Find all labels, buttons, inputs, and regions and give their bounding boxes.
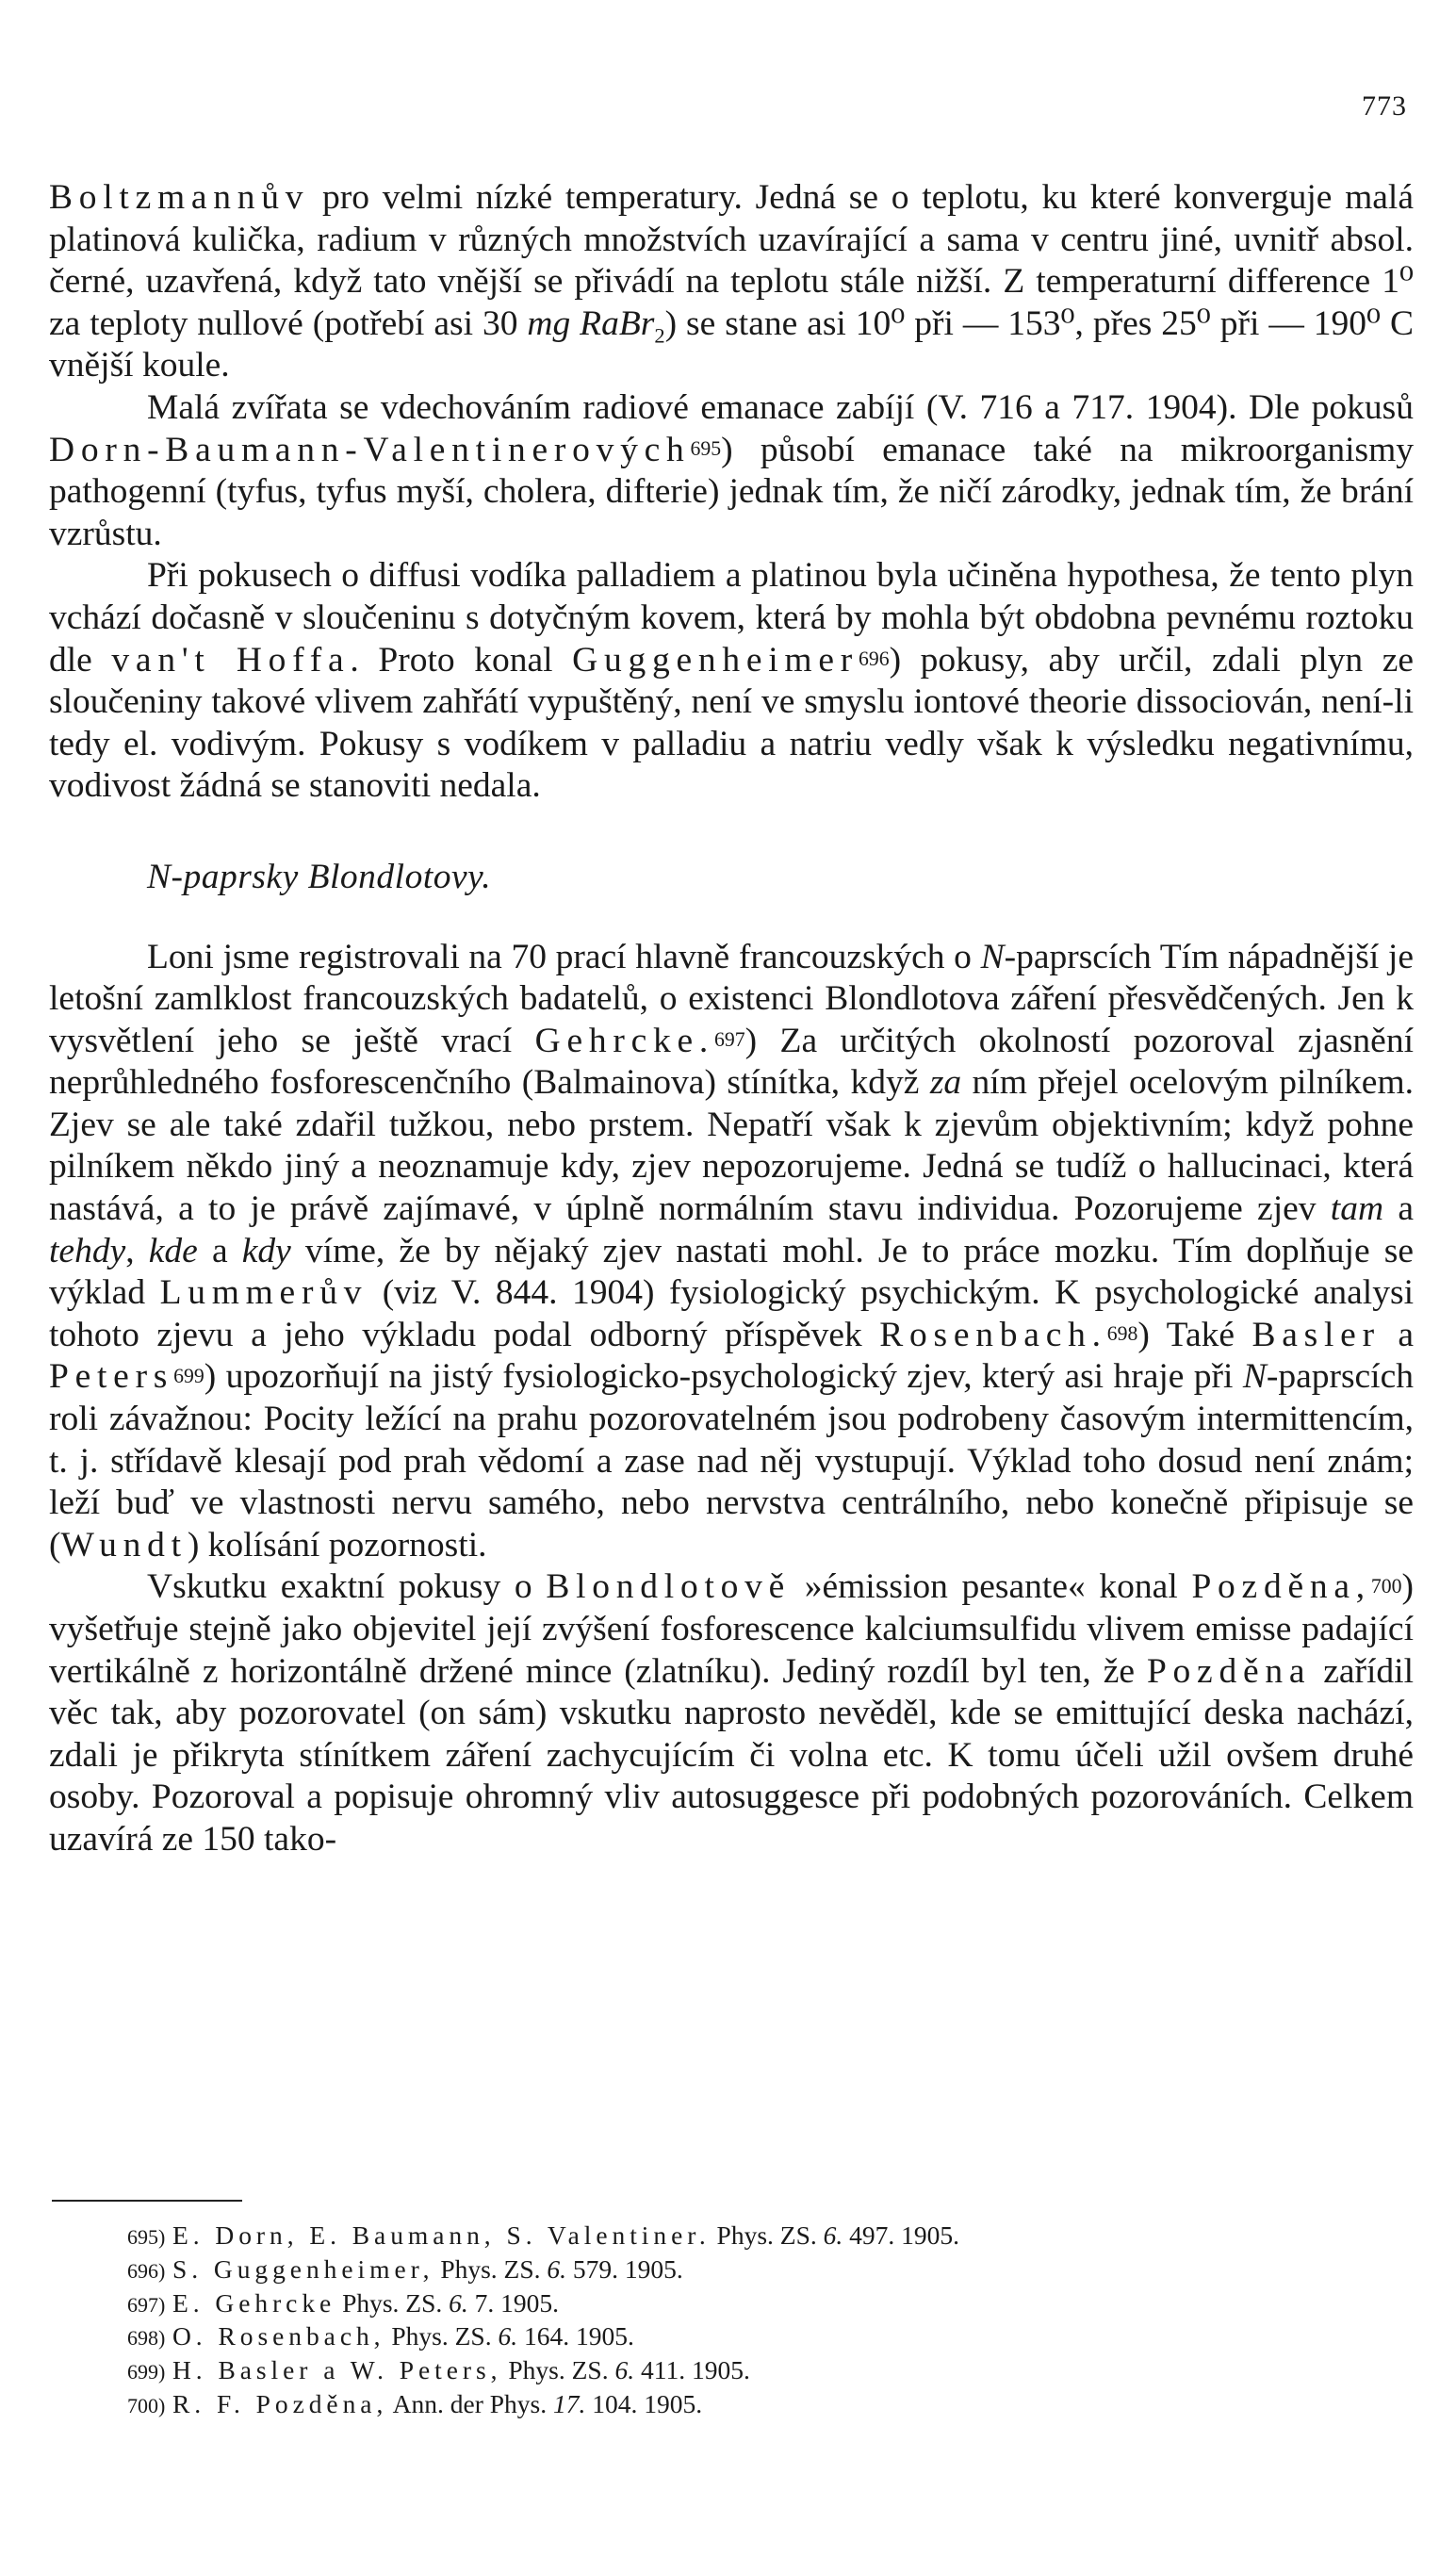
text-run: . Proto konal (350, 640, 573, 680)
footnote-pages: 164. 1905. (517, 2321, 634, 2351)
paragraph (49, 387, 1414, 555)
footnote-ref[interactable]: 699 (173, 1365, 204, 1387)
paragraph (49, 177, 1414, 387)
text-run: a (197, 1231, 242, 1270)
author-name: Peters (49, 1357, 174, 1397)
footnote-journal: Ann. der Phys. (387, 2388, 553, 2418)
footnote-pages: 411. 1905. (634, 2355, 750, 2385)
italic-run: tehdy (49, 1231, 126, 1270)
section-title: N-paprsky Blondlotovy. (147, 857, 492, 896)
footnote-journal: Phys. ZS. (710, 2220, 824, 2250)
footnote-ref[interactable]: 698 (1106, 1322, 1138, 1346)
footnote-volume: 17. (552, 2388, 586, 2418)
text-run: -paprscích Tím nápadnější je letošní zamlklost francouzských badatelů, o existenci Blondlotova záření přesvědčených. Jen k vysvětlení jeho se ještě vrací (49, 937, 1414, 1060)
footnote-authors: E. Dorn, E. Baumann, S. Valentiner. (172, 2220, 711, 2250)
text-run: a (1383, 1189, 1414, 1229)
author-name: Pozděna (1146, 1651, 1312, 1691)
text-run: Loni jsme registrovali na 70 prací hlavně francouzských o (147, 937, 981, 976)
author-name: Basler (1252, 1315, 1381, 1354)
footnote-volume: 6. (498, 2321, 518, 2351)
footnote-volume: 6. (449, 2287, 468, 2318)
footnote-journal: Phys. ZS. (335, 2287, 450, 2318)
paragraph (49, 937, 1414, 1567)
footnote-journal: Phys. ZS. (384, 2321, 499, 2351)
text-run: »émission pesante« konal (791, 1567, 1192, 1607)
footnote-pages: 104. 1905. (585, 2388, 703, 2418)
author-name: van't Hoffa (111, 640, 351, 680)
footnote-mark: 695) (127, 2225, 166, 2249)
footnote (127, 2287, 1352, 2321)
page-number: 773 (1362, 90, 1407, 122)
italic-run: N (980, 937, 1005, 976)
text-run: ) kolísání pozornosti. (187, 1525, 487, 1565)
footnote-ref[interactable]: 696 (858, 647, 890, 671)
text-run: -paprscích roli závažnou: Pocity ležící na prahu pozorovatelném jsou podrobeny časovým intermittencím, t. j. střídavě klesají pod prah vědomí a zase nad něj vystupují. Výklad toho dosud není znám; leží buď ve vlastnosti nervu samého, nebo nervstva centrálního, nebo konečně připisuje se ( (49, 1357, 1414, 1565)
author-name: Wundt (60, 1525, 188, 1565)
author-name: Lummerův (159, 1273, 368, 1313)
text-run: ) vyšetřuje stejně jako objevitel její zvýšení fosforescence kalciumsulfidu vlivem emisse padající vertikálně z horizontálně držené mince (zlatníku). Jediný rozdíl byl ten, že (49, 1567, 1414, 1691)
author-name: Rosenbach. (879, 1315, 1107, 1354)
text-run: Vskutku exaktní pokusy o (147, 1567, 547, 1607)
text-run: (viz V. 844. 1904) fysiologický psychickým. K psychologické analysi tohoto zjevu a jeho výkladu podal odborný příspěvek (49, 1273, 1414, 1354)
footnote (127, 2220, 1352, 2253)
footnote-mark: 696) (127, 2258, 166, 2283)
footnote (127, 2354, 1352, 2388)
text-run: ) Také (1137, 1315, 1252, 1354)
author-name: Guggenheimer (572, 640, 859, 680)
text-run: víme, že by nějaký zjev nastati mohl. Je to práce mozku. Tím doplňuje se výklad (49, 1231, 1414, 1313)
footnotes (127, 2220, 1352, 2422)
footnote-authors: H. Basler a W. Peters, (172, 2355, 502, 2385)
footnote-ref[interactable]: 700 (1370, 1574, 1402, 1598)
author-name: Dorn-Baumann-Valentinerových (49, 430, 691, 469)
text-run: ) se stane asi 10⁰ při — 153⁰, přes 25⁰ při — 190⁰ C vnější koule. (49, 303, 1414, 385)
text-run: Při pokusech o diffusi vodíka palladiem a platinou byla učiněna hypothesa, že tento plyn vchází dočasně v sloučeninu s dotyčným kovem, která by mohla být obdobna pevnému roztoku dle (49, 556, 1414, 680)
footnote-journal: Phys. ZS. (434, 2253, 548, 2284)
footnote-volume: 6. (547, 2253, 567, 2284)
italic-run: tam (1330, 1189, 1384, 1229)
text-run: ) Za určitých okolností pozoroval zjasnění neprůhledného fosforescenčního (Balmainova) stínítka, když (49, 1021, 1414, 1103)
footnote-mark: 700) (127, 2393, 166, 2417)
footnote (127, 2253, 1352, 2287)
text-run: ) upozorňují na jistý fysiologicko-psychologický zjev, který asi hraje při (204, 1357, 1243, 1397)
footnote-authors: R. F. Pozděna, (172, 2388, 388, 2418)
footnote-pages: 7. 1905. (467, 2287, 560, 2318)
author-name: Boltzmannův (49, 178, 310, 217)
text-run: Malá zvířata se vdechováním radiové emanace zabíjí (V. 716 a 717. 1904). Dle pokusů (147, 387, 1414, 427)
text-run: ním přejel ocelovým pilníkem. Zjev se ale také zdařil tužkou, nebo prstem. Nepatří však k zjevům objektivním; když pohne pilníkem někdo jiný a neoznamuje kdy, zjev nepozorujeme. Jedná se tudíž o hallucinaci, která nastává, a to je právě zajímavé, v úplně normálním stavu individua. Pozorujeme zjev (49, 1063, 1414, 1229)
footnote-ref[interactable]: 695 (690, 437, 722, 461)
footnote (127, 2388, 1352, 2422)
footnote-ref[interactable]: 697 (714, 1028, 745, 1052)
footnote-separator (52, 2200, 242, 2202)
italic-run: kde (148, 1231, 198, 1270)
footnote-authors: O. Rosenbach, (172, 2321, 385, 2351)
footnote-mark: 697) (127, 2292, 166, 2317)
text-run: zařídil věc tak, aby pozorovatel (on sám) vskutku naprosto nevěděl, kde se emittující deska nachází, zdali je přikryta stínítkem záření zachycujícím či volna etc. K tomu účeli užil ovšem druhé osoby. Pozoroval a popisuje ohromný vliv autosuggesce při podobných pozorováních. Celkem uzavírá ze 150 tako- (49, 1651, 1414, 1859)
footnote-pages: 579. 1905. (566, 2253, 683, 2284)
footnote-authors: S. Guggenheimer, (172, 2253, 434, 2284)
footnote-pages: 497. 1905. (843, 2220, 960, 2250)
author-name: Blondlotově (546, 1567, 792, 1607)
paragraph (49, 555, 1414, 808)
paragraph (49, 1566, 1414, 1860)
italic-run: za (929, 1063, 962, 1103)
formula: mg RaBr (527, 303, 655, 343)
body-text (49, 177, 1414, 1861)
text-run: , (125, 1231, 149, 1270)
footnote-volume: 6. (614, 2355, 635, 2385)
formula-subscript: 2 (654, 323, 665, 348)
footnote-mark: 699) (127, 2360, 166, 2384)
footnote-volume: 6. (823, 2220, 843, 2250)
footnote-mark: 698) (127, 2326, 166, 2351)
footnote-journal: Phys. ZS. (501, 2355, 615, 2385)
footnote-authors: E. Gehrcke (172, 2287, 336, 2318)
author-name: Gehrcke. (534, 1021, 715, 1060)
text-run: ) pokusy, aby určil, zdali plyn ze sloučeniny takové vlivem zahřátí vypuštěný, není ve smyslu iontové theorie dissociován, není-li tedy el. vodivým. Pokusy s vodíkem v palladiu a natriu vedly však k výsledku negativnímu, vodivost žádná se stanoviti nedala. (49, 640, 1415, 806)
author-name: Pozděna, (1191, 1567, 1371, 1607)
text-run: ) působí emanace také na mikroorganismy pathogenní (tyfus, tyfus myší, cholera, difterie) jednak tím, že ničí zárodky, jednak tím, že brání vzrůstu. (49, 430, 1414, 553)
italic-run: kdy (241, 1231, 291, 1270)
italic-run: N (1242, 1357, 1267, 1397)
text-run: a (1380, 1315, 1414, 1354)
footnote (127, 2320, 1352, 2354)
text-run: pro velmi nízké temperatury. Jedná se o teplotu, ku které konverguje malá platinová kulička, radium v různých množstvích uzavírající a sama v centru jiné, uvnitř absol. černé, uzavřená, když tato vnější se přivádí na teplotu stále nižší. Z temperaturní difference 1⁰ za teploty nullové (potřebí asi 30 (49, 178, 1414, 343)
